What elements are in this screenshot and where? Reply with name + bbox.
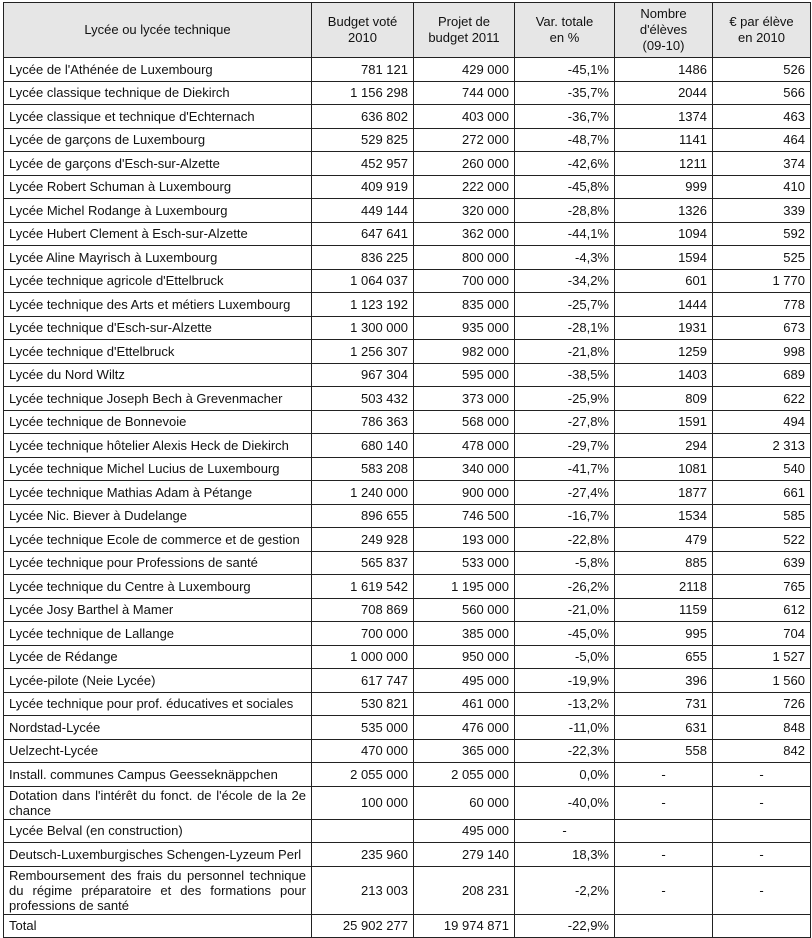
per-student-cell: 464: [713, 128, 811, 152]
students-cell: 294: [615, 434, 713, 458]
budget-2011-cell: 279 140: [414, 843, 515, 867]
variation-cell: -5,0%: [515, 645, 615, 669]
table-row: [4, 622, 811, 646]
students-cell: 1486: [615, 58, 713, 82]
per-student-cell: 848: [713, 716, 811, 740]
budget-2011-cell: 744 000: [414, 81, 515, 105]
students-cell: 1877: [615, 481, 713, 505]
per-student-cell: 1 770: [713, 269, 811, 293]
variation-cell: -40,0%: [515, 786, 615, 819]
school-name-cell: Dotation dans l'intérêt du fonct. de l'école de la 2e chance: [4, 786, 312, 819]
budget-2010-cell: 583 208: [312, 457, 414, 481]
budget-2010-cell: 700 000: [312, 622, 414, 646]
variation-cell: -28,8%: [515, 199, 615, 223]
students-cell: 1141: [615, 128, 713, 152]
school-name-cell: Lycée Aline Mayrisch à Luxembourg: [4, 246, 312, 270]
students-cell: 1211: [615, 152, 713, 176]
variation-cell: 18,3%: [515, 843, 615, 867]
variation-cell: -21,0%: [515, 598, 615, 622]
students-cell: 885: [615, 551, 713, 575]
table-row: [4, 716, 811, 740]
budget-2010-cell: 503 432: [312, 387, 414, 411]
students-cell: 809: [615, 387, 713, 411]
school-name-cell: Uelzecht-Lycée: [4, 739, 312, 763]
table-row: [4, 575, 811, 599]
budget-2010-cell: 636 802: [312, 105, 414, 129]
budget-2011-cell: 193 000: [414, 528, 515, 552]
table-row: [4, 528, 811, 552]
students-cell: 1931: [615, 316, 713, 340]
variation-cell: -44,1%: [515, 222, 615, 246]
students-cell: -: [615, 843, 713, 867]
variation-cell: -: [515, 819, 615, 843]
per-student-cell: [713, 914, 811, 937]
variation-cell: 0,0%: [515, 763, 615, 787]
budget-2011-cell: 461 000: [414, 692, 515, 716]
per-student-cell: 778: [713, 293, 811, 317]
budget-2011-cell: 340 000: [414, 457, 515, 481]
table-row: [4, 763, 811, 787]
budget-2010-cell: 25 902 277: [312, 914, 414, 937]
table-row: [4, 692, 811, 716]
budget-2010-cell: 535 000: [312, 716, 414, 740]
per-student-cell: 540: [713, 457, 811, 481]
variation-cell: -22,8%: [515, 528, 615, 552]
school-name-cell: Lycée du Nord Wiltz: [4, 363, 312, 387]
students-cell: 1326: [615, 199, 713, 223]
per-student-cell: 639: [713, 551, 811, 575]
budget-2011-cell: 935 000: [414, 316, 515, 340]
budget-2011-cell: 950 000: [414, 645, 515, 669]
table-row: [4, 843, 811, 867]
budget-2010-cell: 786 363: [312, 410, 414, 434]
school-name-cell: Lycée technique des Arts et métiers Luxembourg: [4, 293, 312, 317]
school-name-cell: Lycée technique Mathias Adam à Pétange: [4, 481, 312, 505]
budget-2011-cell: 385 000: [414, 622, 515, 646]
variation-cell: -38,5%: [515, 363, 615, 387]
students-cell: 731: [615, 692, 713, 716]
budget-2011-cell: 478 000: [414, 434, 515, 458]
budget-2010-cell: 470 000: [312, 739, 414, 763]
budget-2010-cell: 1 619 542: [312, 575, 414, 599]
students-cell: -: [615, 763, 713, 787]
per-student-cell: 526: [713, 58, 811, 82]
budget-2011-cell: 835 000: [414, 293, 515, 317]
budget-2010-cell: 235 960: [312, 843, 414, 867]
school-name-cell: Lycée Belval (en construction): [4, 819, 312, 843]
students-cell: 558: [615, 739, 713, 763]
students-cell: 1444: [615, 293, 713, 317]
table-row: [4, 246, 811, 270]
table-row: [4, 598, 811, 622]
students-cell: 1403: [615, 363, 713, 387]
budget-2011-cell: 560 000: [414, 598, 515, 622]
table-row: [4, 645, 811, 669]
school-name-cell: Remboursement des frais du personnel technique du régime préparatoire et des formations pour professions de santé: [4, 866, 312, 914]
budget-2010-cell: 896 655: [312, 504, 414, 528]
budget-2011-cell: 19 974 871: [414, 914, 515, 937]
variation-cell: -5,8%: [515, 551, 615, 575]
per-student-cell: 566: [713, 81, 811, 105]
budget-2010-cell: 1 300 000: [312, 316, 414, 340]
budget-2010-cell: 565 837: [312, 551, 414, 575]
table-row: [4, 340, 811, 364]
variation-cell: -45,8%: [515, 175, 615, 199]
per-student-cell: [713, 819, 811, 843]
school-name-cell: Lycée technique de Lallange: [4, 622, 312, 646]
table-row: [4, 786, 811, 819]
budget-2010-cell: 1 064 037: [312, 269, 414, 293]
students-cell: [615, 914, 713, 937]
students-cell: 631: [615, 716, 713, 740]
budget-2010-cell: 781 121: [312, 58, 414, 82]
school-name-cell: Lycée technique agricole d'Ettelbruck: [4, 269, 312, 293]
budget-2011-cell: 60 000: [414, 786, 515, 819]
table-body: [4, 58, 811, 938]
per-student-cell: 842: [713, 739, 811, 763]
budget-2011-cell: 476 000: [414, 716, 515, 740]
budget-2010-cell: 1 123 192: [312, 293, 414, 317]
per-student-cell: -: [713, 843, 811, 867]
variation-cell: -36,7%: [515, 105, 615, 129]
variation-cell: -45,1%: [515, 58, 615, 82]
school-name-cell: Lycée-pilote (Neie Lycée): [4, 669, 312, 693]
per-student-cell: 410: [713, 175, 811, 199]
budget-2010-cell: 967 304: [312, 363, 414, 387]
school-name-cell: Nordstad-Lycée: [4, 716, 312, 740]
budget-2010-cell: 529 825: [312, 128, 414, 152]
budget-2011-cell: 373 000: [414, 387, 515, 411]
budget-2010-cell: 1 156 298: [312, 81, 414, 105]
budget-2011-cell: 700 000: [414, 269, 515, 293]
school-name-cell: Lycée de garçons d'Esch-sur-Alzette: [4, 152, 312, 176]
table-row: [4, 739, 811, 763]
school-name-cell: Lycée technique de Bonnevoie: [4, 410, 312, 434]
budget-2010-cell: 2 055 000: [312, 763, 414, 787]
school-name-cell: Lycée technique Joseph Bech à Grevenmacher: [4, 387, 312, 411]
school-name-cell: Lycée Hubert Clement à Esch-sur-Alzette: [4, 222, 312, 246]
per-student-cell: 689: [713, 363, 811, 387]
variation-cell: -19,9%: [515, 669, 615, 693]
budget-2010-cell: [312, 819, 414, 843]
per-student-cell: 726: [713, 692, 811, 716]
budget-table: [3, 2, 811, 938]
budget-2010-cell: 530 821: [312, 692, 414, 716]
students-cell: 1594: [615, 246, 713, 270]
budget-2010-cell: 1 000 000: [312, 645, 414, 669]
variation-cell: -35,7%: [515, 81, 615, 105]
table-row: [4, 410, 811, 434]
students-cell: 999: [615, 175, 713, 199]
per-student-cell: 522: [713, 528, 811, 552]
per-student-cell: 374: [713, 152, 811, 176]
school-name-cell: Lycée Josy Barthel à Mamer: [4, 598, 312, 622]
per-student-cell: -: [713, 786, 811, 819]
students-cell: 1094: [615, 222, 713, 246]
table-row: [4, 316, 811, 340]
school-name-cell: Lycée technique du Centre à Luxembourg: [4, 575, 312, 599]
budget-2011-cell: 595 000: [414, 363, 515, 387]
budget-2010-cell: 680 140: [312, 434, 414, 458]
students-cell: 1159: [615, 598, 713, 622]
table-row: [4, 222, 811, 246]
variation-cell: -41,7%: [515, 457, 615, 481]
school-name-cell: Install. communes Campus Geesseknäppchen: [4, 763, 312, 787]
students-cell: -: [615, 866, 713, 914]
header-budget-2011: Projet de budget 2011: [414, 3, 515, 58]
variation-cell: -2,2%: [515, 866, 615, 914]
school-name-cell: Deutsch-Luxemburgisches Schengen-Lyzeum Perl: [4, 843, 312, 867]
table-row: [4, 481, 811, 505]
per-student-cell: 525: [713, 246, 811, 270]
budget-2010-cell: 836 225: [312, 246, 414, 270]
variation-cell: -22,9%: [515, 914, 615, 937]
table-row: [4, 128, 811, 152]
table-row: [4, 457, 811, 481]
budget-2011-cell: 900 000: [414, 481, 515, 505]
budget-2010-cell: 249 928: [312, 528, 414, 552]
table-row: [4, 175, 811, 199]
table-row: [4, 81, 811, 105]
per-student-cell: 339: [713, 199, 811, 223]
school-name-cell: Lycée de garçons de Luxembourg: [4, 128, 312, 152]
per-student-cell: 592: [713, 222, 811, 246]
budget-2011-cell: 568 000: [414, 410, 515, 434]
per-student-cell: 612: [713, 598, 811, 622]
table-row: [4, 152, 811, 176]
budget-2011-cell: 495 000: [414, 819, 515, 843]
budget-2011-cell: 208 231: [414, 866, 515, 914]
school-name-cell: Lycée technique Ecole de commerce et de gestion: [4, 528, 312, 552]
table-row: [4, 387, 811, 411]
variation-cell: -48,7%: [515, 128, 615, 152]
budget-2010-cell: 213 003: [312, 866, 414, 914]
per-student-cell: 1 560: [713, 669, 811, 693]
table-row: [4, 58, 811, 82]
school-name-cell: Total: [4, 914, 312, 937]
per-student-cell: 585: [713, 504, 811, 528]
header-row: [4, 3, 811, 58]
budget-2011-cell: 365 000: [414, 739, 515, 763]
variation-cell: -13,2%: [515, 692, 615, 716]
school-name-cell: Lycée technique hôtelier Alexis Heck de Diekirch: [4, 434, 312, 458]
budget-2010-cell: 647 641: [312, 222, 414, 246]
budget-2010-cell: 617 747: [312, 669, 414, 693]
budget-2010-cell: 100 000: [312, 786, 414, 819]
variation-cell: -34,2%: [515, 269, 615, 293]
budget-2011-cell: 2 055 000: [414, 763, 515, 787]
variation-cell: -25,7%: [515, 293, 615, 317]
budget-2011-cell: 260 000: [414, 152, 515, 176]
budget-2010-cell: 708 869: [312, 598, 414, 622]
per-student-cell: 463: [713, 105, 811, 129]
table-row: [4, 866, 811, 914]
budget-2011-cell: 495 000: [414, 669, 515, 693]
variation-cell: -27,8%: [515, 410, 615, 434]
school-name-cell: Lycée technique d'Ettelbruck: [4, 340, 312, 364]
header-school: Lycée ou lycée technique: [4, 3, 312, 58]
budget-2011-cell: 362 000: [414, 222, 515, 246]
school-name-cell: Lycée classique technique de Diekirch: [4, 81, 312, 105]
school-name-cell: Lycée de Rédange: [4, 645, 312, 669]
per-student-cell: 673: [713, 316, 811, 340]
table-row: [4, 105, 811, 129]
school-name-cell: Lycée technique pour Professions de santé: [4, 551, 312, 575]
table-row: [4, 434, 811, 458]
budget-2011-cell: 429 000: [414, 58, 515, 82]
budget-2010-cell: 1 240 000: [312, 481, 414, 505]
table-row: [4, 293, 811, 317]
header-variation: Var. totale en %: [515, 3, 615, 58]
budget-2010-cell: 409 919: [312, 175, 414, 199]
per-student-cell: -: [713, 866, 811, 914]
budget-2011-cell: 320 000: [414, 199, 515, 223]
table-row: [4, 269, 811, 293]
header-students: Nombre d'élèves (09-10): [615, 3, 713, 58]
budget-2010-cell: 452 957: [312, 152, 414, 176]
students-cell: 1259: [615, 340, 713, 364]
header-budget-2010: Budget voté 2010: [312, 3, 414, 58]
variation-cell: -16,7%: [515, 504, 615, 528]
budget-2011-cell: 533 000: [414, 551, 515, 575]
per-student-cell: 1 527: [713, 645, 811, 669]
budget-2011-cell: 403 000: [414, 105, 515, 129]
budget-2010-cell: 1 256 307: [312, 340, 414, 364]
variation-cell: -11,0%: [515, 716, 615, 740]
students-cell: 479: [615, 528, 713, 552]
variation-cell: -26,2%: [515, 575, 615, 599]
variation-cell: -42,6%: [515, 152, 615, 176]
students-cell: [615, 819, 713, 843]
per-student-cell: 494: [713, 410, 811, 434]
variation-cell: -45,0%: [515, 622, 615, 646]
table-row: [4, 819, 811, 843]
students-cell: 995: [615, 622, 713, 646]
table-row: [4, 199, 811, 223]
students-cell: 396: [615, 669, 713, 693]
per-student-cell: 622: [713, 387, 811, 411]
table-row: [4, 551, 811, 575]
budget-2011-cell: 222 000: [414, 175, 515, 199]
students-cell: 2118: [615, 575, 713, 599]
table-row: [4, 504, 811, 528]
students-cell: 1534: [615, 504, 713, 528]
school-name-cell: Lycée Michel Rodange à Luxembourg: [4, 199, 312, 223]
per-student-cell: 661: [713, 481, 811, 505]
variation-cell: -27,4%: [515, 481, 615, 505]
variation-cell: -29,7%: [515, 434, 615, 458]
school-name-cell: Lycée technique Michel Lucius de Luxembourg: [4, 457, 312, 481]
variation-cell: -22,3%: [515, 739, 615, 763]
students-cell: -: [615, 786, 713, 819]
per-student-cell: 765: [713, 575, 811, 599]
budget-2011-cell: 1 195 000: [414, 575, 515, 599]
students-cell: 601: [615, 269, 713, 293]
students-cell: 1374: [615, 105, 713, 129]
school-name-cell: Lycée technique d'Esch-sur-Alzette: [4, 316, 312, 340]
per-student-cell: 704: [713, 622, 811, 646]
per-student-cell: 2 313: [713, 434, 811, 458]
school-name-cell: Lycée classique et technique d'Echternach: [4, 105, 312, 129]
budget-2011-cell: 746 500: [414, 504, 515, 528]
school-name-cell: Lycée de l'Athénée de Luxembourg: [4, 58, 312, 82]
students-cell: 1081: [615, 457, 713, 481]
budget-2011-cell: 272 000: [414, 128, 515, 152]
students-cell: 2044: [615, 81, 713, 105]
students-cell: 1591: [615, 410, 713, 434]
budget-2011-cell: 982 000: [414, 340, 515, 364]
variation-cell: -25,9%: [515, 387, 615, 411]
budget-2011-cell: 800 000: [414, 246, 515, 270]
school-name-cell: Lycée Robert Schuman à Luxembourg: [4, 175, 312, 199]
school-name-cell: Lycée Nic. Biever à Dudelange: [4, 504, 312, 528]
table-row: [4, 363, 811, 387]
variation-cell: -28,1%: [515, 316, 615, 340]
total-row: [4, 914, 811, 937]
variation-cell: -4,3%: [515, 246, 615, 270]
students-cell: 655: [615, 645, 713, 669]
per-student-cell: -: [713, 763, 811, 787]
per-student-cell: 998: [713, 340, 811, 364]
variation-cell: -21,8%: [515, 340, 615, 364]
header-per-student: € par élève en 2010: [713, 3, 811, 58]
budget-2010-cell: 449 144: [312, 199, 414, 223]
school-name-cell: Lycée technique pour prof. éducatives et sociales: [4, 692, 312, 716]
table-row: [4, 669, 811, 693]
